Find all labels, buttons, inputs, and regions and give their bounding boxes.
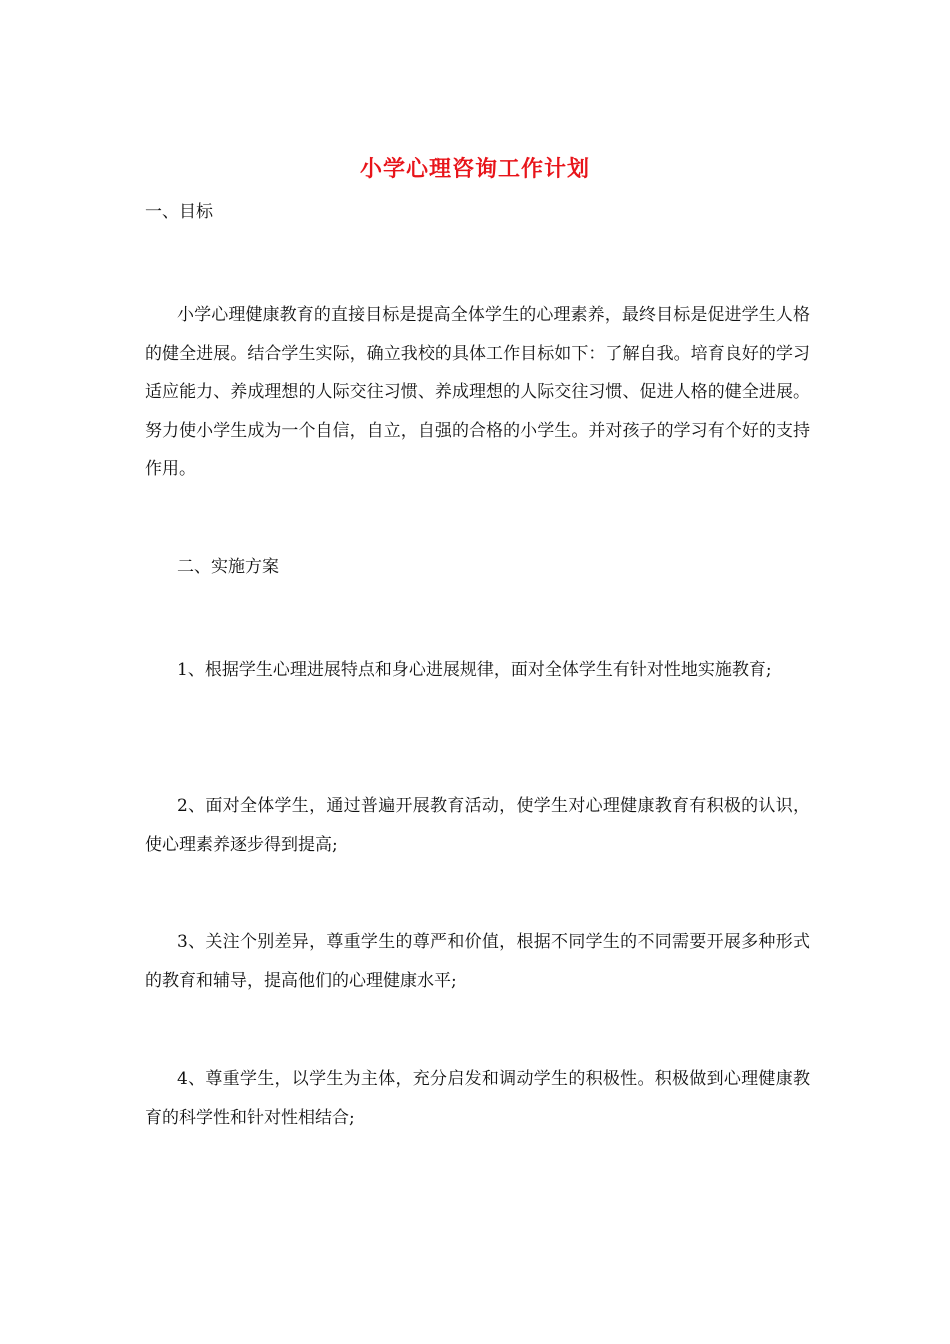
section-heading-implementation: 二、实施方案 — [177, 557, 279, 577]
document-title: 小学心理咨询工作计划 — [359, 156, 590, 182]
implementation-item: 2、面对全体学生，通过普遍开展教育活动，使学生对心理健康教育有积极的认识，使心理素养逐步得到提高; — [145, 796, 810, 855]
implementation-item: 1、根据学生心理进展特点和身心进展规律，面对全体学生有针对性地实施教育; — [177, 660, 772, 680]
implementation-item: 3、关注个别差异，尊重学生的尊严和价值，根据不同学生的不同需要开展多种形式的教育和辅导，提高他们的心理健康水平; — [145, 932, 810, 991]
implementation-item: 4、尊重学生，以学生为主体，充分启发和调动学生的积极性。积极做到心理健康教育的科学性和针对性相结合; — [145, 1069, 810, 1128]
goal-paragraph: 小学心理健康教育的直接目标是提高全体学生的心理素养，最终目标是促进学生人格的健全进展。结合学生实际，确立我校的具体工作目标如下：了解自我。培育良好的学习适应能力、养成理想的人际交往习惯、养成理想的人际交往习惯、促进人格的健全进展。努力使小学生成为一个自信，自立，自强的合格的小学生。并对孩子的学习有个好的支持作用。 — [145, 305, 810, 479]
section-heading-goal: 一、目标 — [145, 202, 213, 222]
